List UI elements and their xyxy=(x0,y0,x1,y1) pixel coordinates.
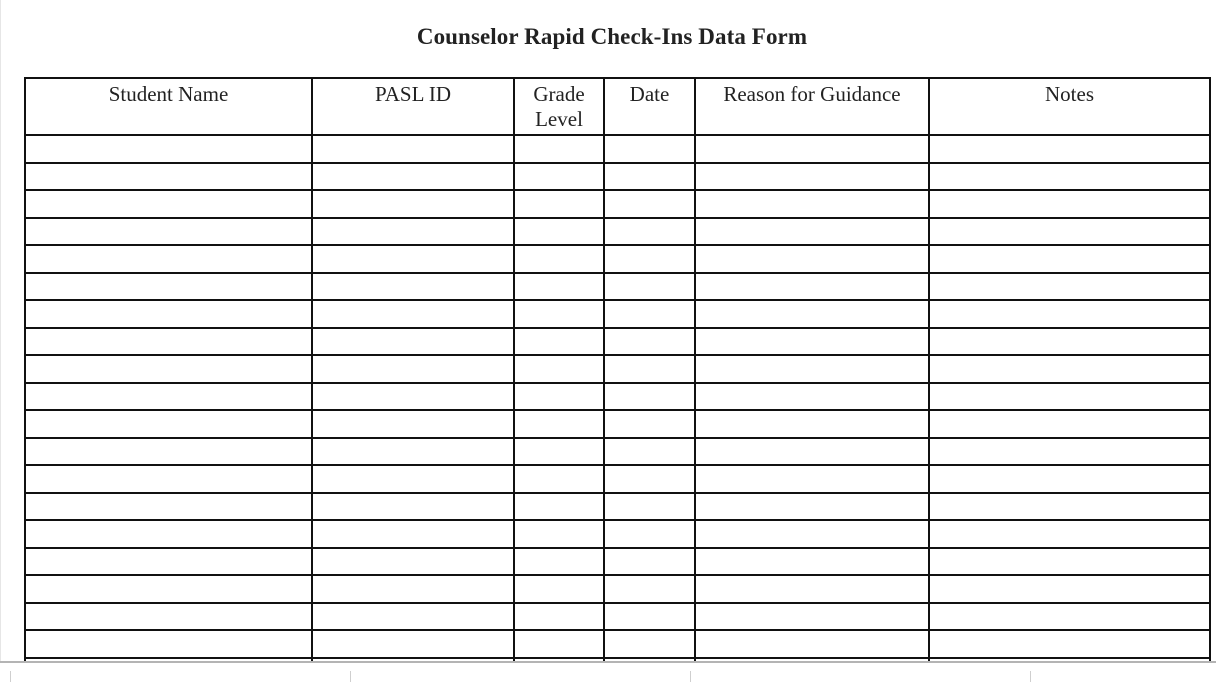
table-row xyxy=(25,273,1210,301)
cell-pasl-id[interactable] xyxy=(312,190,514,218)
cell-date[interactable] xyxy=(604,548,695,576)
column-header-notes: Notes xyxy=(929,78,1210,135)
table-row xyxy=(25,630,1210,658)
cell-grade-level[interactable] xyxy=(514,383,604,411)
cell-pasl-id[interactable] xyxy=(312,410,514,438)
table-body xyxy=(25,135,1210,662)
cell-notes[interactable] xyxy=(929,630,1210,658)
column-header-student-name: Student Name xyxy=(25,78,312,135)
cell-grade-level[interactable] xyxy=(514,630,604,658)
cell-grade-level[interactable] xyxy=(514,603,604,631)
cell-reason-for-guidance[interactable] xyxy=(695,630,929,658)
table-row xyxy=(25,163,1210,191)
cell-date[interactable] xyxy=(604,575,695,603)
cell-pasl-id[interactable] xyxy=(312,273,514,301)
column-header-pasl-id: PASL ID xyxy=(312,78,514,135)
cell-reason-for-guidance[interactable] xyxy=(695,520,929,548)
cell-reason-for-guidance[interactable] xyxy=(695,603,929,631)
cell-notes[interactable] xyxy=(929,520,1210,548)
cell-student-name[interactable] xyxy=(25,245,312,273)
table-row xyxy=(25,218,1210,246)
page-title: Counselor Rapid Check-Ins Data Form xyxy=(416,24,808,49)
table-row xyxy=(25,355,1210,383)
cell-student-name[interactable] xyxy=(25,438,312,466)
cell-date[interactable] xyxy=(604,163,695,191)
cell-reason-for-guidance[interactable] xyxy=(695,410,929,438)
cell-notes[interactable] xyxy=(929,410,1210,438)
cell-pasl-id[interactable] xyxy=(312,355,514,383)
cell-date[interactable] xyxy=(604,328,695,356)
cell-date[interactable] xyxy=(604,190,695,218)
cell-grade-level[interactable] xyxy=(514,218,604,246)
table-row xyxy=(25,190,1210,218)
cell-date[interactable] xyxy=(604,603,695,631)
cell-reason-for-guidance[interactable] xyxy=(695,465,929,493)
cell-notes[interactable] xyxy=(929,603,1210,631)
bottom-status-bar xyxy=(0,661,1216,680)
status-bar-divider xyxy=(1030,671,1031,682)
cell-pasl-id[interactable] xyxy=(312,245,514,273)
cell-student-name[interactable] xyxy=(25,190,312,218)
cell-reason-for-guidance[interactable] xyxy=(695,163,929,191)
table-header-row xyxy=(25,78,1210,135)
cell-student-name[interactable] xyxy=(25,273,312,301)
cell-pasl-id[interactable] xyxy=(312,163,514,191)
cell-reason-for-guidance[interactable] xyxy=(695,135,929,163)
cell-grade-level[interactable] xyxy=(514,273,604,301)
cell-pasl-id[interactable] xyxy=(312,438,514,466)
cell-grade-level[interactable] xyxy=(514,135,604,163)
cell-date[interactable] xyxy=(604,493,695,521)
cell-reason-for-guidance[interactable] xyxy=(695,328,929,356)
cell-grade-level[interactable] xyxy=(514,410,604,438)
cell-pasl-id[interactable] xyxy=(312,630,514,658)
cell-notes[interactable] xyxy=(929,355,1210,383)
cell-reason-for-guidance[interactable] xyxy=(695,355,929,383)
cell-pasl-id[interactable] xyxy=(312,300,514,328)
cell-grade-level[interactable] xyxy=(514,438,604,466)
cell-notes[interactable] xyxy=(929,245,1210,273)
cell-student-name[interactable] xyxy=(25,603,312,631)
cell-student-name[interactable] xyxy=(25,355,312,383)
cell-pasl-id[interactable] xyxy=(312,520,514,548)
cell-reason-for-guidance[interactable] xyxy=(695,575,929,603)
table-row xyxy=(25,548,1210,576)
cell-notes[interactable] xyxy=(929,575,1210,603)
cell-pasl-id[interactable] xyxy=(312,603,514,631)
status-bar-divider xyxy=(10,671,11,682)
table-row xyxy=(25,328,1210,356)
cell-pasl-id[interactable] xyxy=(312,328,514,356)
cell-reason-for-guidance[interactable] xyxy=(695,493,929,521)
cell-student-name[interactable] xyxy=(25,548,312,576)
table-row xyxy=(25,383,1210,411)
table-row xyxy=(25,438,1210,466)
cell-date[interactable] xyxy=(604,465,695,493)
cell-grade-level[interactable] xyxy=(514,548,604,576)
cell-notes[interactable] xyxy=(929,218,1210,246)
cell-student-name[interactable] xyxy=(25,410,312,438)
cell-date[interactable] xyxy=(604,383,695,411)
cell-student-name[interactable] xyxy=(25,300,312,328)
table-row xyxy=(25,603,1210,631)
cell-pasl-id[interactable] xyxy=(312,575,514,603)
table-row xyxy=(25,245,1210,273)
cell-date[interactable] xyxy=(604,300,695,328)
cell-reason-for-guidance[interactable] xyxy=(695,383,929,411)
cell-date[interactable] xyxy=(604,520,695,548)
cell-date[interactable] xyxy=(604,438,695,466)
cell-student-name[interactable] xyxy=(25,520,312,548)
table-row xyxy=(25,520,1210,548)
cell-date[interactable] xyxy=(604,410,695,438)
table-row xyxy=(25,493,1210,521)
cell-date[interactable] xyxy=(604,218,695,246)
cell-reason-for-guidance[interactable] xyxy=(695,438,929,466)
cell-student-name[interactable] xyxy=(25,465,312,493)
cell-pasl-id[interactable] xyxy=(312,465,514,493)
cell-student-name[interactable] xyxy=(25,218,312,246)
cell-pasl-id[interactable] xyxy=(312,493,514,521)
column-header-reason-for-guidance: Reason for Guidance xyxy=(695,78,929,135)
cell-notes[interactable] xyxy=(929,383,1210,411)
cell-grade-level[interactable] xyxy=(514,328,604,356)
cell-notes[interactable] xyxy=(929,190,1210,218)
cell-reason-for-guidance[interactable] xyxy=(695,548,929,576)
left-gutter xyxy=(0,0,1,662)
table-row xyxy=(25,465,1210,493)
cell-notes[interactable] xyxy=(929,493,1210,521)
data-form-table xyxy=(24,77,1211,662)
cell-pasl-id[interactable] xyxy=(312,218,514,246)
cell-student-name[interactable] xyxy=(25,575,312,603)
cell-student-name[interactable] xyxy=(25,135,312,163)
cell-reason-for-guidance[interactable] xyxy=(695,190,929,218)
cell-notes[interactable] xyxy=(929,163,1210,191)
cell-notes[interactable] xyxy=(929,300,1210,328)
column-header-date: Date xyxy=(604,78,695,135)
table-row xyxy=(25,575,1210,603)
cell-reason-for-guidance[interactable] xyxy=(695,245,929,273)
table-row xyxy=(25,410,1210,438)
table-row xyxy=(25,300,1210,328)
cell-grade-level[interactable] xyxy=(514,575,604,603)
cell-student-name[interactable] xyxy=(25,493,312,521)
cell-notes[interactable] xyxy=(929,548,1210,576)
cell-notes[interactable] xyxy=(929,135,1210,163)
cell-student-name[interactable] xyxy=(25,328,312,356)
cell-pasl-id[interactable] xyxy=(312,548,514,576)
cell-notes[interactable] xyxy=(929,465,1210,493)
cell-pasl-id[interactable] xyxy=(312,135,514,163)
cell-notes[interactable] xyxy=(929,273,1210,301)
cell-reason-for-guidance[interactable] xyxy=(695,218,929,246)
cell-student-name[interactable] xyxy=(25,163,312,191)
cell-grade-level[interactable] xyxy=(514,493,604,521)
cell-notes[interactable] xyxy=(929,328,1210,356)
cell-notes[interactable] xyxy=(929,438,1210,466)
cell-reason-for-guidance[interactable] xyxy=(695,273,929,301)
column-header-grade-level: Grade Level xyxy=(514,78,604,135)
cell-grade-level[interactable] xyxy=(514,163,604,191)
cell-date[interactable] xyxy=(604,355,695,383)
cell-grade-level[interactable] xyxy=(514,465,604,493)
cell-grade-level[interactable] xyxy=(514,245,604,273)
cell-date[interactable] xyxy=(604,245,695,273)
cell-reason-for-guidance[interactable] xyxy=(695,300,929,328)
status-bar-divider xyxy=(690,671,691,682)
cell-date[interactable] xyxy=(604,135,695,163)
cell-grade-level[interactable] xyxy=(514,300,604,328)
cell-student-name[interactable] xyxy=(25,383,312,411)
cell-date[interactable] xyxy=(604,273,695,301)
cell-grade-level[interactable] xyxy=(514,355,604,383)
table-row xyxy=(25,135,1210,163)
cell-student-name[interactable] xyxy=(25,630,312,658)
cell-grade-level[interactable] xyxy=(514,520,604,548)
cell-pasl-id[interactable] xyxy=(312,383,514,411)
cell-date[interactable] xyxy=(604,630,695,658)
status-bar-divider xyxy=(350,671,351,682)
cell-grade-level[interactable] xyxy=(514,190,604,218)
